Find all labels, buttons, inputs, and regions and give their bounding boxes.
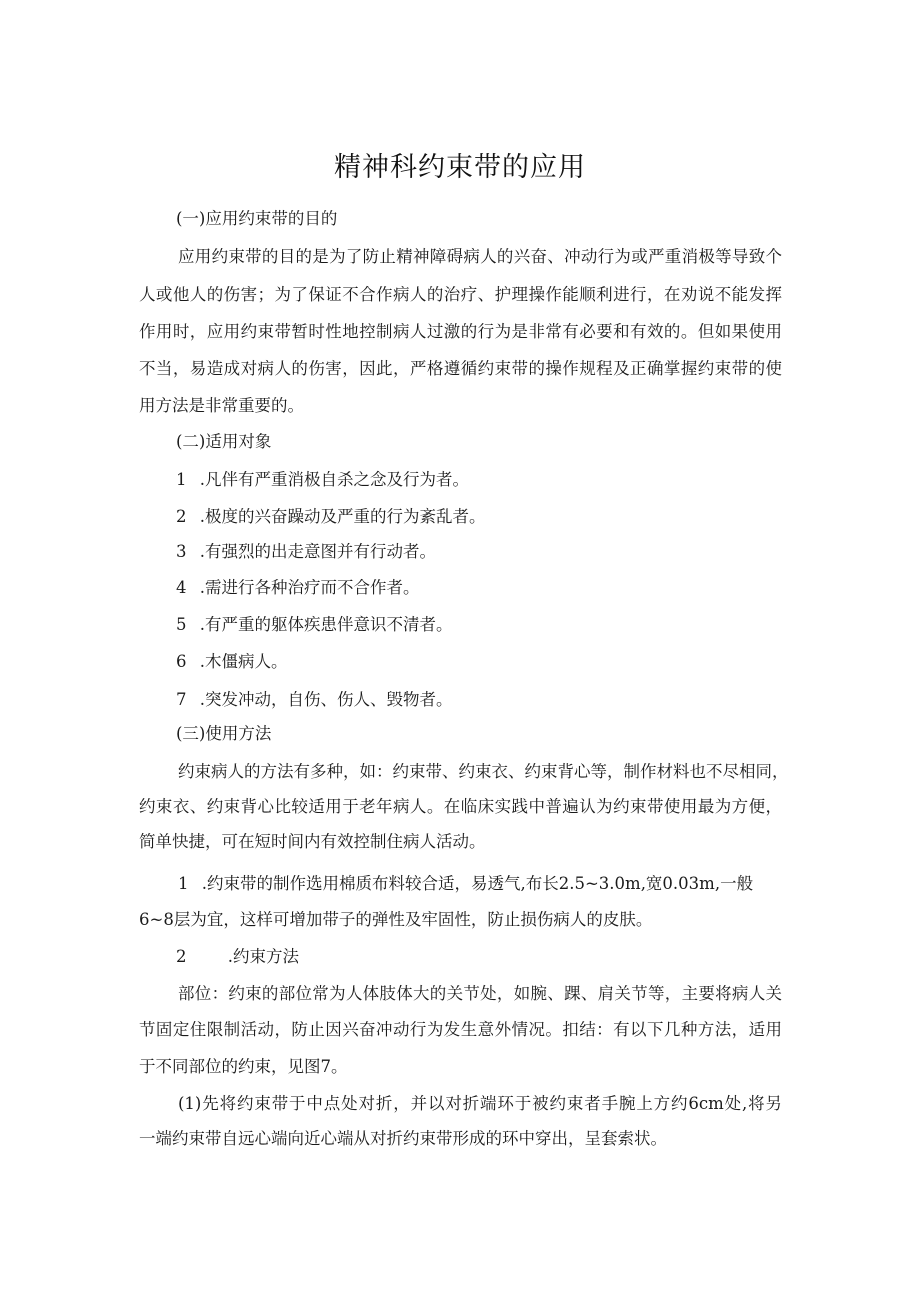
paragraph-line: 应用约束带的目的是为了防止精神障碍病人的兴奋、冲动行为或严重消极等导致个 [178, 247, 782, 266]
list-item-text: .需进行各种治疗而不合作者。 [199, 578, 420, 597]
list-item-text: .木僵病人。 [199, 652, 288, 671]
document-title: 精神科约束带的应用 [334, 152, 586, 183]
paragraph-line: 人或他人的伤害；为了保证不合作病人的治疗、护理操作能顺利进行，在劝说不能发挥 [139, 285, 782, 304]
paragraph-line: (1)先将约束带于中点处对折，并以对折端环于被约束者手腕上方约6cm处,将另 [178, 1094, 782, 1113]
list-item-number: 7 [176, 690, 187, 709]
paragraph-line: 约束病人的方法有多种，如：约束带、约束衣、约束背心等，制作材料也不尽相同， [178, 762, 789, 781]
paragraph-line: 作用时，应用约束带暂时性地控制病人过激的行为是非常有必要和有效的。但如果使用 [139, 322, 782, 341]
list-item-number: 3 [176, 542, 187, 561]
list-item-text: .有强烈的出走意图并有行动者。 [199, 542, 436, 561]
list-item-text: .有严重的躯体疾患伴意识不清者。 [199, 615, 453, 634]
paragraph-line: 约束衣、约束背心比较适用于老年病人。在临床实践中普遍认为约束带使用最为方便， [139, 797, 782, 816]
list-item-text: .约束方法 [227, 947, 299, 966]
list-item-text: .凡伴有严重消极自杀之念及行为者。 [199, 470, 469, 489]
list-item-number: 6 [176, 652, 187, 671]
list-item [176, 651, 288, 673]
list-item [176, 577, 420, 599]
list-item-text: .极度的兴奋躁动及严重的行为紊乱者。 [199, 507, 486, 526]
list-item-number: 2 [176, 947, 187, 966]
section-heading-purpose: (一)应用约束带的目的 [176, 209, 338, 228]
list-item-number: 2 [176, 507, 187, 526]
list-item-number: 5 [176, 615, 187, 634]
paragraph-line: 部位：约束的部位常为人体肢体大的关节处，如腕、踝、肩关节等，主要将病人关 [178, 984, 782, 1003]
section-heading-targets: (二)适用对象 [176, 432, 272, 451]
paragraph-line: 6~8层为宜，这样可增加带子的弹性及牢固性，防止损伤病人的皮肤。 [139, 910, 653, 929]
list-item [176, 689, 453, 711]
paragraph-line: 一端约束带自远心端向近心端从对折约束带形成的环中穿出，呈套索状。 [139, 1129, 667, 1148]
paragraph-line: 于不同部位的约束，见图7。 [139, 1057, 348, 1076]
numbered-item [178, 873, 753, 895]
paragraph-line: 节固定住限制活动，防止因兴奋冲动行为发生意外情况。扣结：有以下几种方法，适用 [139, 1020, 782, 1039]
list-item-number: 1 [178, 874, 189, 893]
list-item [176, 506, 486, 528]
list-item [176, 614, 453, 636]
numbered-item [176, 946, 299, 968]
list-item-text: .突发冲动，自伤、伤人、毁物者。 [199, 690, 453, 709]
list-item [176, 541, 436, 563]
list-item-number: 1 [176, 470, 187, 489]
paragraph-line: 简单快捷，可在短时间内有效控制住病人活动。 [139, 832, 486, 851]
paragraph-line: 不当，易造成对病人的伤害，因此，严格遵循约束带的操作规程及正确掌握约束带的使 [139, 359, 782, 378]
list-item-text: .约束带的制作选用棉质布料较合适，易透气,布长2.5~3.0m,宽0.03m,一般 [201, 874, 754, 893]
list-item-number: 4 [176, 578, 187, 597]
list-item [176, 469, 469, 491]
paragraph-line: 用方法是非常重要的。 [139, 396, 304, 415]
section-heading-methods: (三)使用方法 [176, 724, 272, 743]
